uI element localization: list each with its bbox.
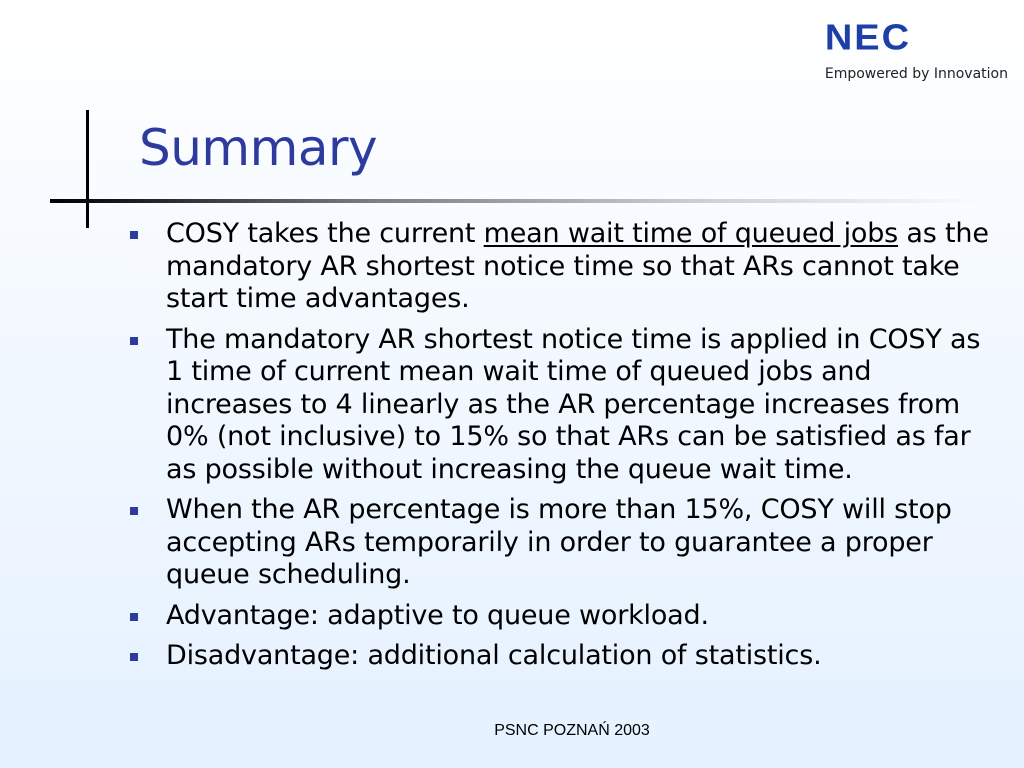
- slide-footer: PSNC POZNAŃ 2003: [494, 722, 650, 739]
- title-vertical-rule: [86, 110, 89, 228]
- square-bullet-icon: [130, 653, 138, 661]
- logo-mark: NEC: [824, 18, 912, 58]
- square-bullet-icon: [130, 613, 138, 621]
- bullet-item: [125, 324, 995, 487]
- bullet-text: Advantage: adaptive to queue workload.: [166, 599, 709, 631]
- bullet-emphasis: mean wait time of queued jobs: [483, 218, 899, 249]
- bullet-text: The mandatory AR shortest notice time is applied in COSY as 1 time of current mean wait time of queued jobs and increases to 4 linearly as the AR percentage increases from 0% (not inclusive) to 15% so that ARs can be satisfied as far as possible without increasing the queue wait time.: [166, 323, 981, 485]
- nec-logo: [825, 18, 1008, 82]
- bullet-list: [125, 218, 995, 681]
- bullet-text: When the AR percentage is more than 15%, COSY will stop accepting ARs temporarily in order to guarantee a proper queue scheduling.: [166, 494, 952, 590]
- logo-tagline: Empowered by Innovation: [824, 66, 1008, 82]
- bullet-text: as the mandatory AR shortest notice time so that ARs cannot take start time advantages.: [166, 218, 989, 314]
- bullet-item: [125, 600, 995, 633]
- bullet-item: [125, 218, 995, 316]
- bullet-text: COSY takes the current: [166, 218, 484, 249]
- square-bullet-icon: [130, 337, 138, 345]
- slide-title: Summary: [139, 119, 378, 177]
- title-horizontal-rule: [50, 199, 980, 203]
- bullet-item: [125, 640, 995, 673]
- bullet-item: [125, 494, 995, 592]
- square-bullet-icon: [130, 507, 138, 515]
- square-bullet-icon: [130, 231, 138, 239]
- bullet-text: Disadvantage: additional calculation of statistics.: [166, 640, 822, 671]
